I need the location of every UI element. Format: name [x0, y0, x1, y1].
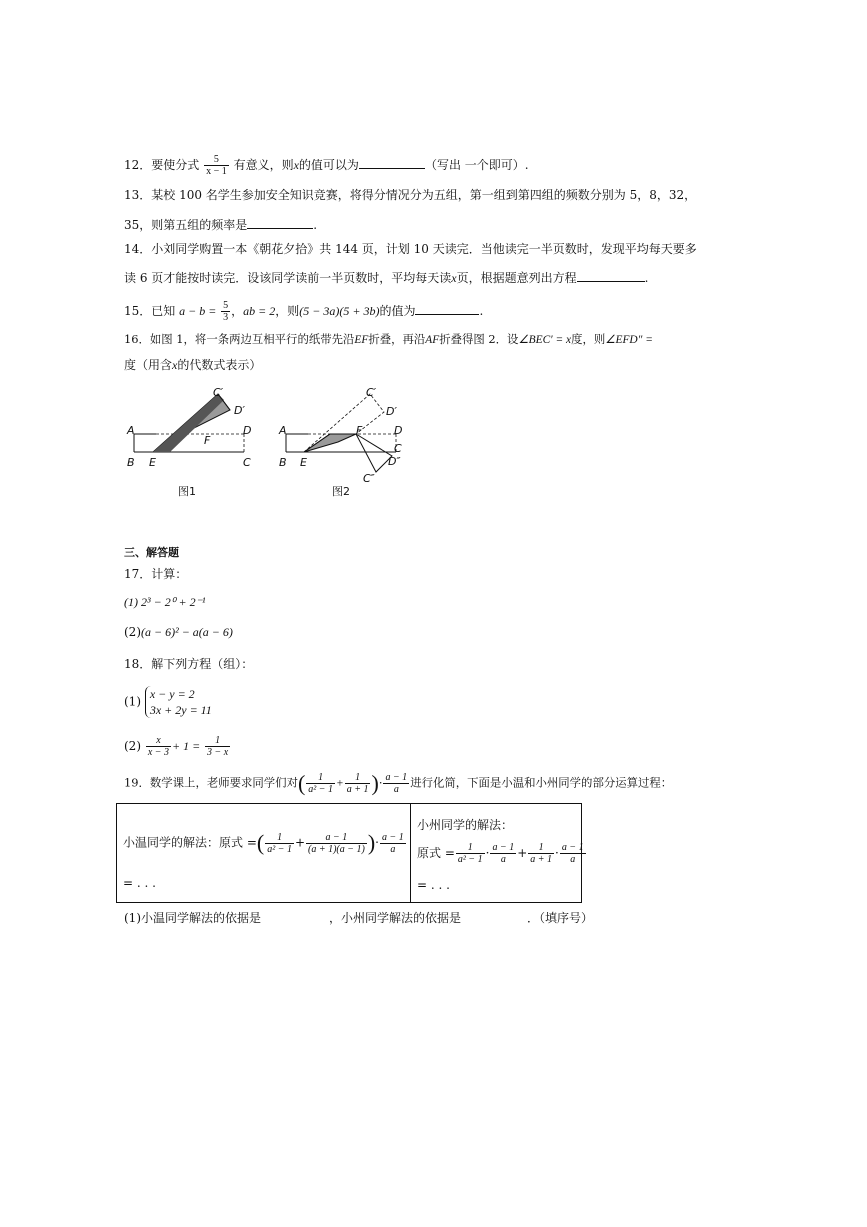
fig2-label-c: C: [394, 442, 402, 455]
question-17-part1: (1) 2³ − 2⁰ + 2⁻¹: [124, 595, 206, 609]
answer-blank[interactable]: [577, 269, 645, 282]
right-solution-dots: = . . .: [417, 878, 450, 892]
fig1-label-c1: C′: [213, 386, 224, 399]
fig1-label-f: F: [204, 434, 211, 447]
right-solution: 原式 = $\frac{1}{\text{a² − 1}}$ · $\frac{a - 1}{a}$ + $\frac{1}{a + 1}$ · $\frac{a - 1}{a}$: [417, 842, 584, 865]
fig1-label-d: D: [243, 424, 252, 437]
question-12: 12．要使分式 $\frac{5}{x - 1}$ 有意义，则x的值可以为 （写出 一个即可）.: [124, 154, 529, 177]
question-16-line1: 16．如图 1，将一条两边互相平行的纸带先沿EF折叠，再沿AF折叠得图 2．设∠BEC′ = x度，则∠EFD″ =: [124, 332, 653, 346]
question-18-part1: (1) x − y = 2 3x + 2y = 11: [124, 687, 212, 717]
fig2-label-c1: C′: [366, 386, 377, 399]
section-title: 三、解答题: [124, 546, 179, 559]
fig2-label-d: D: [394, 424, 403, 437]
question-17-part2: (2)(a − 6)² − a(a − 6): [124, 625, 233, 639]
figure-1-caption: 图1: [178, 485, 196, 498]
question-17-title: 17．计算：: [124, 567, 188, 581]
equation-system: x − y = 2 3x + 2y = 11: [145, 686, 212, 718]
fig2-label-a: A: [279, 424, 287, 437]
question-18-title: 18．解下列方程（组）：: [124, 657, 254, 671]
fig1-label-d1: D′: [234, 404, 245, 417]
left-solution-dots: = . . .: [123, 876, 156, 890]
fig2-label-e: E: [300, 456, 307, 469]
fig2-label-b: B: [279, 456, 287, 469]
answer-blank[interactable]: [359, 156, 425, 169]
fig1-label-b: B: [127, 456, 135, 469]
question-14-line2: 读 6 页才能按时读完．设该同学读前一半页数时，平均每天读x页，根据题意列出方程 .: [124, 271, 649, 285]
left-solution: 小温同学的解法：原式 =( $\frac{1}{\text{a² − 1}}$ + $\frac{a - 1}{(a + 1)(a - 1)}$ )· $\frac{a - 1}{a}$: [123, 830, 404, 855]
table-divider: [410, 804, 411, 902]
question-19-sub1: (1)小温同学解法的依据是 ，小州同学解法的依据是 ．（填序号）: [124, 911, 594, 925]
fig1-label-a: A: [127, 424, 135, 437]
question-19: 19．数学课上，老师要求同学们对( $\frac{1}{\text{a² − 1}}$ + $\frac{1}{a + 1}$ )· $\frac{a - 1}{a}$ 进行化简，下面是小温和小州同学的部分运算过程：: [124, 770, 673, 796]
question-14-line1: 14．小刘同学购置一本《朝花夕拾》共 144 页，计划 10 天读完．当他读完一半页数时，发现平均每天要多: [124, 242, 697, 256]
question-16-line2: 度（用含x的代数式表示）: [124, 358, 262, 372]
question-13-line1: 13．某校 100 名学生参加安全知识竞赛，将得分情况分为五组，第一组到第四组的频数分别为 5，8，32，: [124, 188, 697, 202]
fig1-label-c: C: [243, 456, 251, 469]
right-solution-title: 小州同学的解法：: [417, 818, 514, 832]
solutions-table: [116, 803, 582, 903]
question-13-line2: 35，则第五组的频率是 .: [124, 218, 318, 232]
question-18-part2: (2) $\frac{x}{x - 3}$ + 1 = $\frac{1}{3 - x}$: [124, 735, 229, 758]
q12-text: 12．要使分式: [124, 158, 200, 172]
fig2-label-f: F: [356, 424, 363, 437]
fig2-label-d2: D″: [388, 455, 401, 468]
question-15: 15．已知 a − b = $\frac{5}{3}$ ，ab = 2，则(5 − 3a)(5 + 3b)的值为 .: [124, 300, 484, 323]
fig1-label-e: E: [149, 456, 156, 469]
fig2-label-d1: D′: [386, 405, 397, 418]
figure-2-caption: 图2: [332, 485, 350, 498]
q12-fraction: $\frac{5}{x - 1}$: [206, 154, 227, 177]
figure-1-diagram: [120, 382, 260, 472]
fig2-label-c2: C″: [363, 472, 375, 485]
answer-blank[interactable]: [415, 302, 479, 315]
answer-blank[interactable]: [247, 216, 313, 229]
q15-fraction: $\frac{5}{3}$: [223, 300, 229, 323]
